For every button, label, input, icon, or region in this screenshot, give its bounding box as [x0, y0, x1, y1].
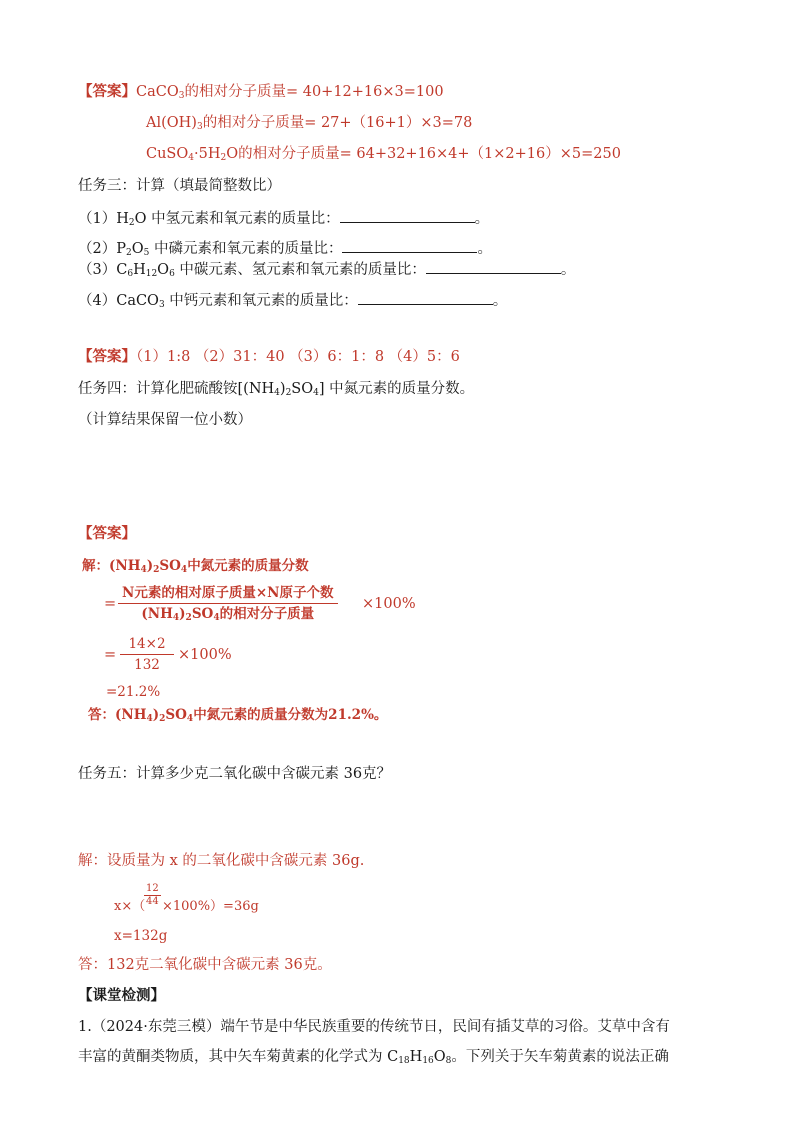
eq-sign-1: = — [104, 596, 117, 612]
caco3-formula: CaCO$_3$的相对分子质量= 40+12+16×3=100 — [136, 84, 444, 101]
task5-x-result: x=132g — [114, 928, 168, 944]
times-100-1: ×100% — [362, 596, 416, 612]
task5-x-pre: x×（ — [114, 899, 146, 914]
task5-fraction: $\frac{12}{44}$ — [146, 883, 159, 907]
task4-title: 任务四：计算化肥硫酸铵$[(NH_4)_2SO_4]$ 中氮元素的质量分数。 — [78, 381, 475, 398]
check-q1-line1: 1.（2024·东莞三模）端午节是中华民族重要的传统节日，民间有插艾草的习俗。艾草中含有 — [78, 1019, 670, 1035]
task5-solution-line1: 解：设质量为 x 的二氧化碳中含碳元素 36g. — [78, 853, 365, 869]
fraction-denominator: $(NH_4)_2SO_4$的相对分子质量 — [141, 606, 315, 623]
times-100-2: ×100% — [178, 647, 232, 663]
task3-answer: 【答案】（1）1:8 （2）31：40 （3）6：1：8 （4）5：6 — [78, 348, 460, 365]
answer-blank[interactable] — [358, 290, 493, 305]
answer-blank[interactable] — [426, 259, 561, 274]
aloh3-line: $Al(OH)_3$的相对分子质量= 27+（16+1）×3=78 — [146, 115, 473, 132]
answer-blank[interactable] — [342, 238, 477, 253]
check-q1-line2: 丰富的黄酮类物质，其中矢车菊黄素的化学式为 $C_{18}H_{16}O_8$。下列关于矢车菊黄素的说法正确 — [78, 1049, 669, 1066]
answer-block-1 — [78, 82, 444, 102]
check-title: 【课堂检测】 — [78, 987, 165, 1004]
task3-q2: $(2)P_2O_5$ 中磷元素和氧元素的质量比： 。 — [78, 238, 492, 259]
task5-title: 任务五：计算多少克二氧化碳中含碳元素 36克？ — [78, 766, 392, 782]
task4-solution-line1: 解：$(NH_4)_2SO_4$中氮元素的质量分数 — [82, 558, 309, 575]
task5-x-post: ×100%）=36g — [162, 899, 259, 914]
cuso4-line: $CuSO_4\cdot 5H_2O$的相对分子质量= 64+32+16×4+（1×2+16）×5=250 — [146, 146, 621, 163]
task5-final-answer: 答：132克二氧化碳中含碳元素 36克。 — [78, 957, 332, 973]
task3-q3: $(3)C_6H_{12}O_6$ 中碳元素、氢元素和氧元素的质量比： 。 — [78, 259, 575, 280]
answer-label: 【答案】 — [78, 83, 136, 100]
task4-answer-label: 【答案】 — [78, 525, 136, 542]
task3-q1: $(1)H_2O$ 中氢元素和氧元素的质量比： 。 — [78, 208, 489, 229]
answer-blank[interactable] — [340, 208, 475, 223]
task3-q4: （4）CaCO$_3$ 中钙元素和氧元素的质量比： 。 — [78, 290, 507, 311]
task4-result: =21.2% — [106, 684, 161, 700]
eq-sign-2: = — [104, 647, 117, 663]
task3-title: 任务三：计算（填最简整数比） — [78, 178, 281, 194]
fraction-numerator: N元素的相对原子质量×N原子个数 — [118, 584, 338, 604]
task4-note: （计算结果保留一位小数） — [78, 412, 252, 428]
task4-final-answer: 答：$(NH_4)_2SO_4$中氮元素的质量分数为21.2%。 — [88, 707, 388, 724]
fraction-numbers: $\frac{14\times 2}{132}$ — [120, 635, 174, 674]
fraction-mass-ratio — [118, 584, 338, 623]
